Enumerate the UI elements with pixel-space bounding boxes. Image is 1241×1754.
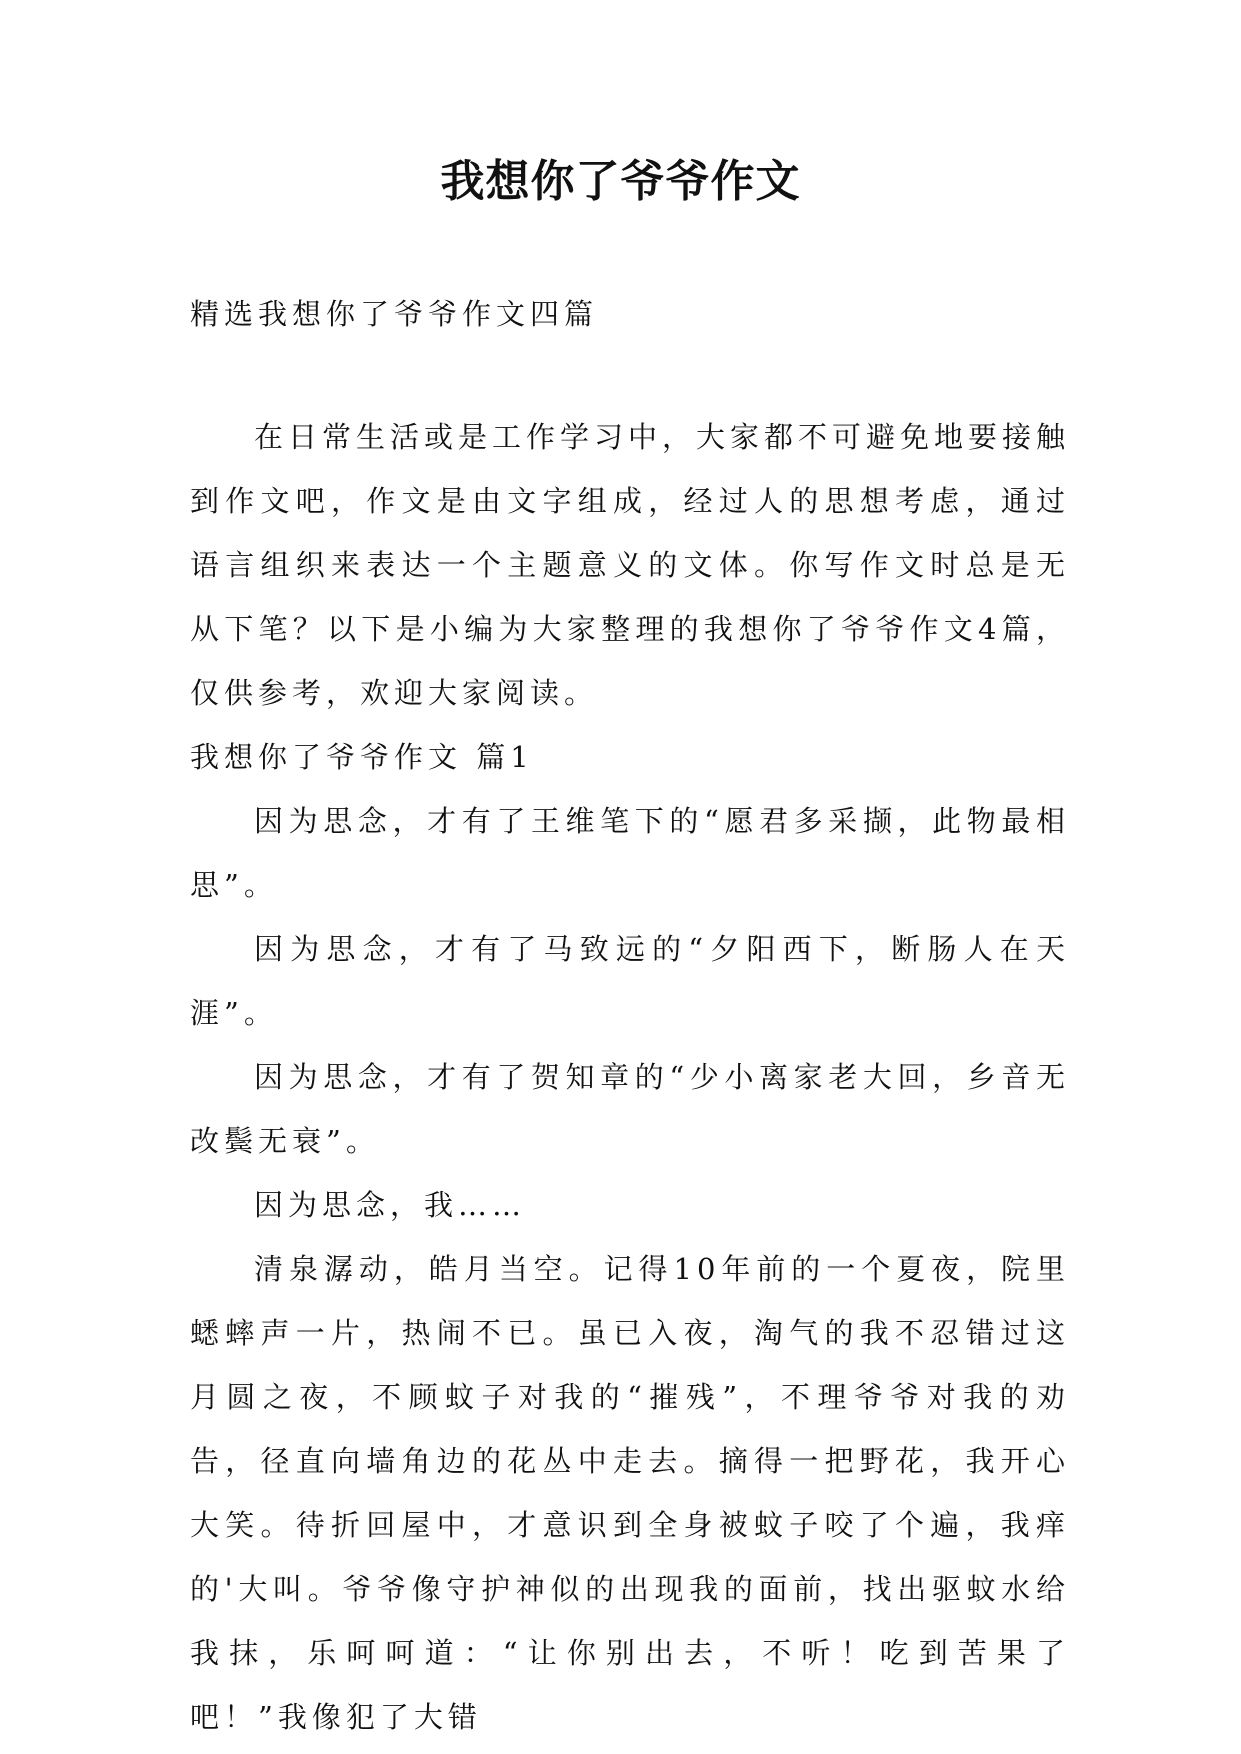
document-subtitle: 精选我想你了爷爷作文四篇 (190, 297, 599, 331)
paragraph-4: 因为思念，我…… (254, 1188, 527, 1222)
section-heading: 我想你了爷爷作文 篇1 (190, 740, 534, 774)
paragraph-2: 因为思念，才有了马致远的“夕阳西下，断肠人在天涯”。 (190, 932, 1070, 1030)
paragraph-3: 因为思念，才有了贺知章的“少小离家老大回，乡音无改鬓无衰”。 (190, 1060, 1070, 1158)
document-body (190, 405, 1070, 1749)
document-title: 我想你了爷爷作文 (440, 156, 801, 207)
intro-paragraph: 在日常生活或是工作学习中，大家都不可避免地要接触到作文吧，作文是由文字组成，经过人的思想考虑，通过语言组织来表达一个主题意义的文体。你写作文时总是无从下笔？以下是小编为大家整理的我想你了爷爷作文4篇，仅供参考，欢迎大家阅读。 (190, 420, 1071, 710)
paragraph-5: 清泉潺动，皓月当空。记得10年前的一个夏夜，院里蟋蟀声一片，热闹不已。虽已入夜，淘气的我不忍错过这月圆之夜，不顾蚊子对我的“摧残”，不理爷爷对我的劝告，径直向墙角边的花丛中走去。摘得一把野花，我开心大笑。待折回屋中，才意识到全身被蚊子咬了个遍，我痒的'大叫。爷爷像守护神似的出现我的面前，找出驱蚊水给我抹，乐呵呵道：“让你别出去，不听！吃到苦果了吧！”我像犯了大错 (190, 1252, 1070, 1734)
paragraph-1: 因为思念，才有了王维笔下的“愿君多采撷，此物最相思”。 (190, 804, 1070, 902)
